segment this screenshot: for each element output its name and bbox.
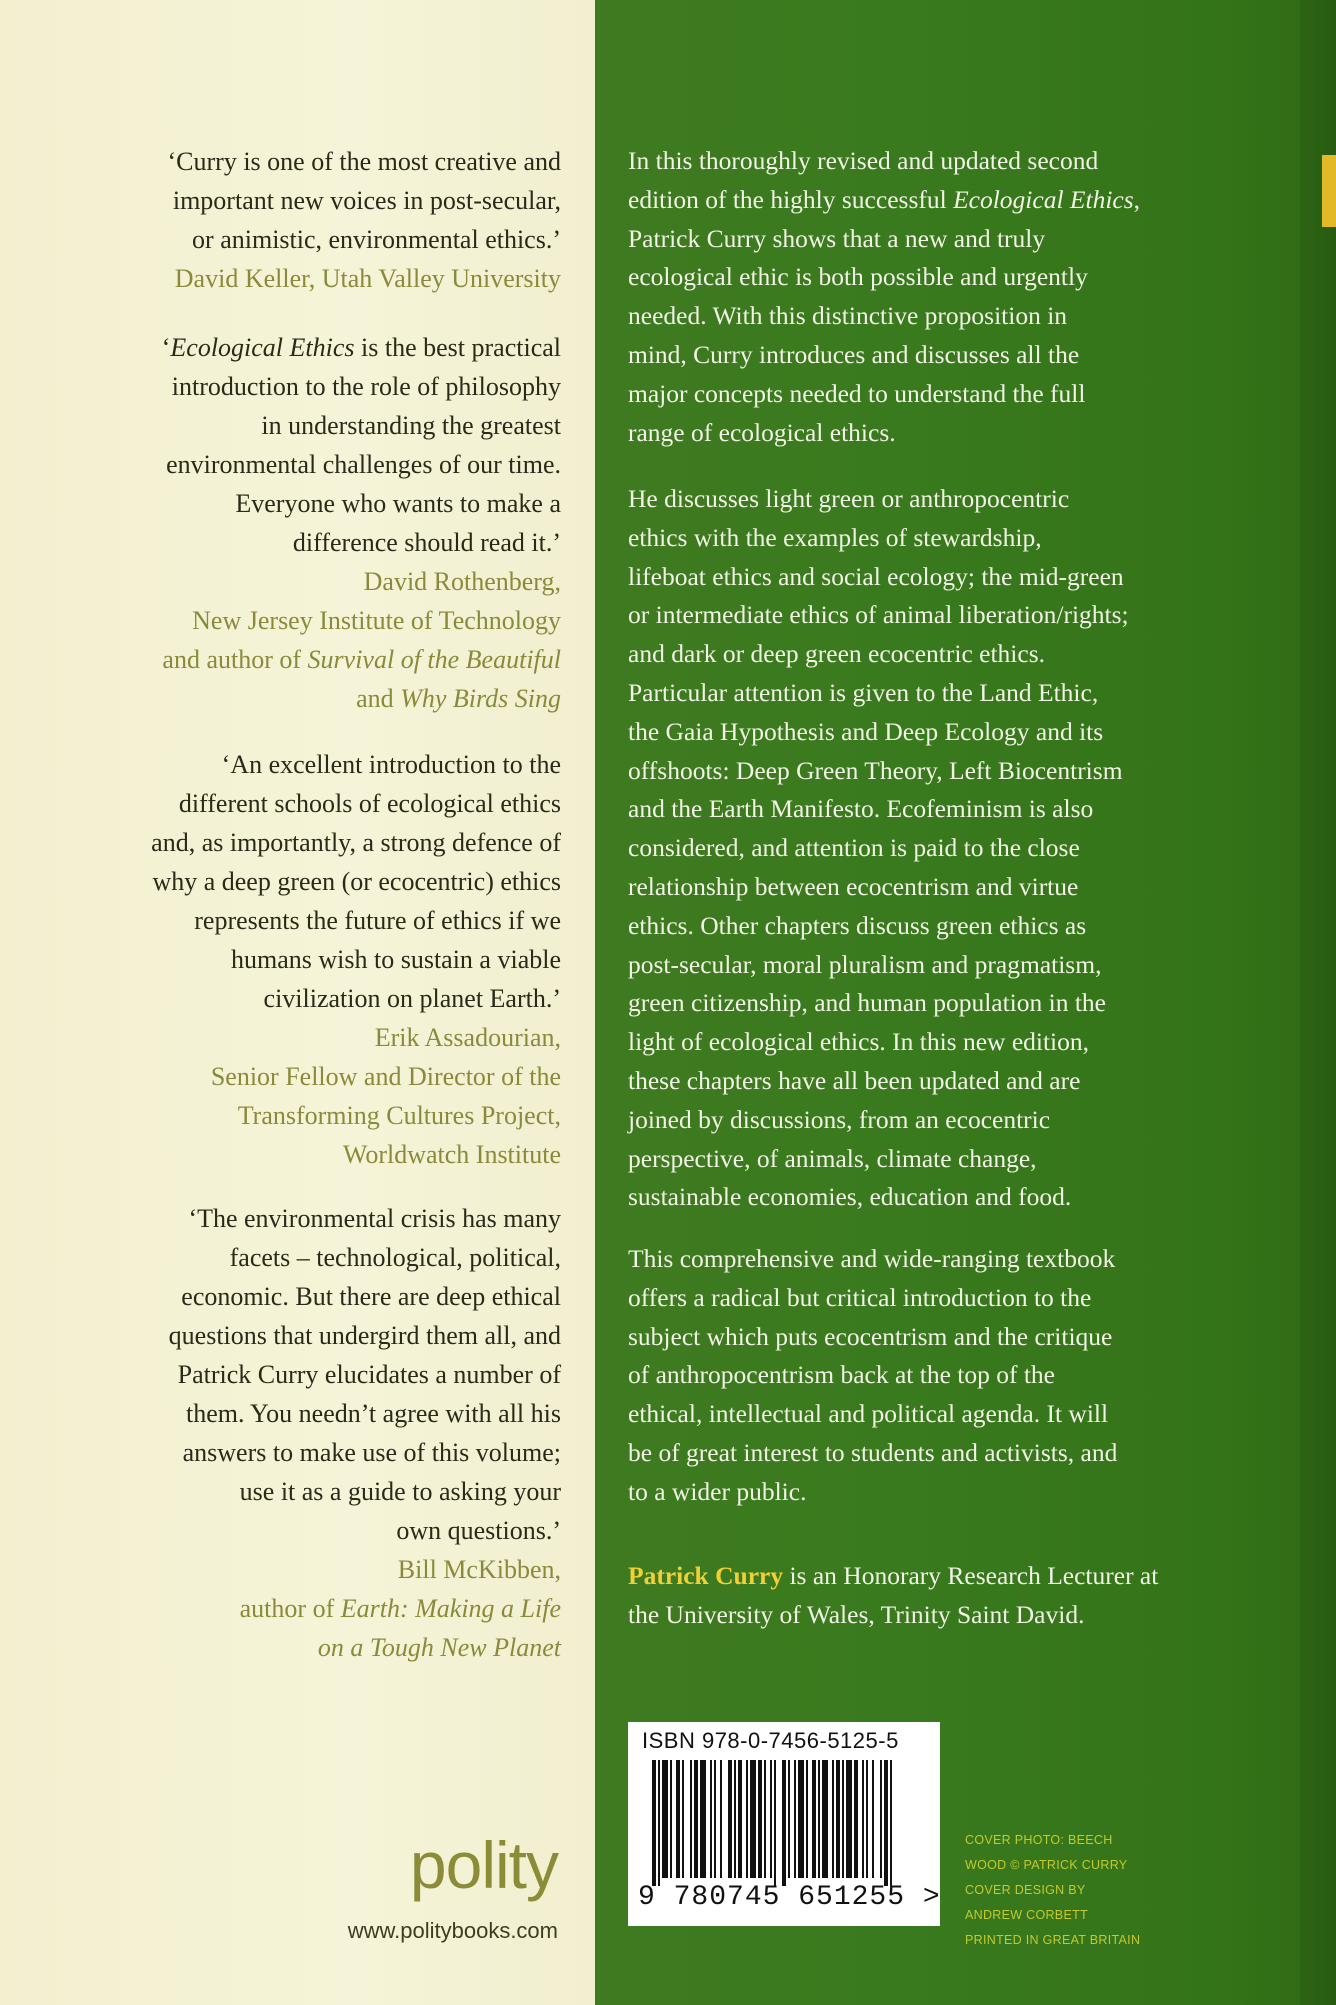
quote-line: them. You needn’t agree with all his	[185, 1399, 561, 1428]
description-paragraph-2	[628, 480, 1228, 1217]
quote-line: questions that undergird them all, and	[168, 1321, 561, 1350]
quote-attribution: David Keller, Utah Valley University	[174, 264, 561, 293]
quote-line: environmental challenges of our time.	[166, 450, 561, 479]
quote-line: civilization on planet Earth.’	[263, 984, 561, 1013]
description-line: ethics with the examples of stewardship,	[628, 522, 1042, 552]
quote-line: answers to make use of this volume;	[182, 1438, 561, 1467]
quote-line: different schools of ecological ethics	[178, 789, 561, 818]
quote-line: ‘Curry is one of the most creative and	[167, 147, 561, 176]
description-line: Patrick Curry shows that a new and truly	[628, 223, 1046, 253]
description-line: offers a radical but critical introduction to the	[628, 1282, 1092, 1312]
barcode-bar	[832, 1760, 834, 1878]
quote-line: humans wish to sustain a viable	[230, 945, 561, 974]
barcode-bar	[854, 1760, 858, 1878]
description-line: these chapters have all been updated and are	[628, 1065, 1081, 1095]
description-line: perspective, of animals, climate change,	[628, 1143, 1037, 1173]
description-line: Patrick Curry is an Honorary Research Lecturer at	[628, 1561, 1159, 1590]
spine-color-marker	[1322, 155, 1336, 227]
barcode-bar	[806, 1760, 808, 1878]
quote-line: Everyone who wants to make a	[235, 489, 561, 518]
barcode-bar	[782, 1760, 786, 1886]
quote-line: economic. But there are deep ethical	[181, 1282, 561, 1311]
endorsement-quote-assadourian	[41, 745, 561, 1174]
quote-line: introduction to the role of philosophy	[171, 372, 561, 401]
barcode-bar	[652, 1760, 656, 1886]
barcode-bar	[880, 1760, 882, 1878]
barcode-bar	[720, 1760, 722, 1878]
barcode-bar	[700, 1760, 706, 1878]
barcode-bar	[734, 1760, 736, 1878]
credit-line: ANDREW CORBETT	[965, 1908, 1088, 1922]
description-line: considered, and attention is paid to the close	[628, 833, 1080, 863]
description-line: ecological ethic is both possible and urgently	[628, 262, 1088, 292]
publisher-logo: polity	[409, 1828, 558, 1902]
description-line: mind, Curry introduces and discusses all the	[628, 339, 1080, 369]
description-paragraph-1	[628, 142, 1228, 452]
description-line: Particular attention is given to the Land Ethic,	[628, 677, 1099, 707]
quote-attribution: Transforming Cultures Project,	[237, 1101, 561, 1130]
endorsement-quote-mckibben	[41, 1199, 561, 1667]
barcode-bar	[658, 1760, 660, 1886]
barcode-bar	[788, 1760, 790, 1878]
description-line: or intermediate ethics of animal liberation/rights;	[628, 600, 1129, 630]
description-line: offshoots: Deep Green Theory, Left Biocentrism	[628, 755, 1123, 785]
quote-attribution: and Why Birds Sing	[356, 684, 561, 713]
description-line: be of great interest to students and activists, and	[628, 1437, 1118, 1467]
description-line: ethical, intellectual and political agenda. It will	[628, 1399, 1109, 1429]
quote-attribution: David Rothenberg,	[363, 567, 561, 596]
description-line: lifeboat ethics and social ecology; the mid-green	[628, 561, 1124, 591]
description-line: needed. With this distinctive proposition in	[628, 301, 1068, 331]
description-line: ethics. Other chapters discuss green ethics as	[628, 910, 1087, 940]
description-paragraph-3	[628, 1240, 1228, 1512]
quote-line: why a deep green (or ecocentric) ethics	[152, 867, 561, 896]
barcode-bar	[662, 1760, 668, 1878]
quote-attribution: Senior Fellow and Director of the	[210, 1062, 561, 1091]
barcode-bar	[676, 1760, 680, 1878]
quote-line: own questions.’	[396, 1516, 561, 1545]
barcode-bar	[812, 1760, 816, 1878]
description-line: to a wider public.	[628, 1476, 807, 1506]
barcode-bar	[694, 1760, 698, 1878]
barcode-bar	[690, 1760, 692, 1878]
barcode-bar	[862, 1760, 864, 1878]
barcode-bar	[758, 1760, 762, 1878]
quote-attribution: and author of Survival of the Beautiful	[162, 645, 561, 674]
barcode-bar	[728, 1760, 732, 1878]
barcode-bar	[774, 1760, 776, 1886]
description-line: light of ecological ethics. In this new edition,	[628, 1027, 1090, 1057]
barcode-bar	[872, 1760, 874, 1878]
quote-line: important new voices in post-secular,	[172, 186, 561, 215]
description-line: the Gaia Hypothesis and Deep Ecology and its	[628, 716, 1104, 746]
barcode-bar	[794, 1760, 796, 1878]
quote-line: facets – technological, political,	[229, 1243, 561, 1272]
credit-line: COVER PHOTO: BEECH	[965, 1833, 1113, 1847]
barcode-bar	[842, 1760, 844, 1878]
description-line: and dark or deep green ecocentric ethics.	[628, 639, 1045, 669]
description-line: joined by discussions, from an ecocentric	[628, 1104, 1051, 1134]
author-name: Patrick Curry	[628, 1561, 784, 1590]
barcode-bar	[714, 1760, 716, 1878]
cover-credits	[965, 1828, 1195, 1953]
description-line: In this thoroughly revised and updated second	[628, 146, 1099, 175]
book-title: Ecological Ethics	[170, 333, 355, 362]
quote-line: and, as importantly, a strong defence of	[151, 828, 561, 857]
description-line: of anthropocentrism back at the top of the	[628, 1360, 1055, 1390]
quote-attribution: Erik Assadourian,	[374, 1023, 561, 1052]
barcode-bar	[798, 1760, 804, 1878]
barcode-bar	[670, 1760, 672, 1878]
quote-line: or animistic, environmental ethics.’	[192, 225, 561, 254]
quote-line: in understanding the greatest	[261, 411, 561, 440]
credit-line: COVER DESIGN BY	[965, 1883, 1086, 1897]
isbn-barcode	[628, 1722, 940, 1926]
quote-attribution: New Jersey Institute of Technology	[192, 606, 561, 635]
barcode-bar	[866, 1760, 868, 1878]
credit-line: WOOD © PATRICK CURRY	[965, 1858, 1128, 1872]
barcode-bar	[710, 1760, 712, 1878]
endorsement-quote-keller	[41, 142, 561, 298]
description-line: edition of the highly successful Ecological Ethics,	[628, 184, 1141, 214]
description-line: post-secular, moral pluralism and pragmatism,	[628, 949, 1102, 979]
barcode-bar	[746, 1760, 748, 1878]
barcode-bar	[890, 1760, 892, 1886]
barcode-bar	[822, 1760, 828, 1878]
credit-line: PRINTED IN GREAT BRITAIN	[965, 1933, 1141, 1947]
barcode-bar	[884, 1760, 888, 1886]
quote-line: represents the future of ethics if we	[194, 906, 561, 935]
endorsement-quote-rothenberg	[41, 328, 561, 718]
description-line: major concepts needed to understand the full	[628, 378, 1086, 408]
barcode-bar	[764, 1760, 766, 1878]
quote-line: ‘Ecological Ethics is the best practical	[161, 333, 561, 362]
quote-line: ‘The environmental crisis has many	[188, 1204, 561, 1233]
quote-line: Patrick Curry elucidates a number of	[177, 1360, 561, 1389]
description-line: the University of Wales, Trinity Saint David.	[628, 1599, 1085, 1629]
spine-edge	[1300, 0, 1336, 2005]
quote-attribution: Bill McKibben,	[397, 1555, 561, 1584]
barcode-bar	[846, 1760, 852, 1878]
barcode-bar	[770, 1760, 772, 1878]
description-line: green citizenship, and human population in the	[628, 988, 1107, 1018]
publisher-website: www.politybooks.com	[347, 1918, 558, 1943]
book-title: Ecological Ethics	[953, 184, 1134, 214]
barcode-bar	[750, 1760, 756, 1878]
quote-line: difference should read it.’	[292, 528, 561, 557]
isbn-label: ISBN 978-0-7456-5125-5	[642, 1728, 899, 1753]
description-line: subject which puts ecocentrism and the critique	[628, 1321, 1113, 1351]
author-bio	[628, 1557, 1228, 1635]
quote-line: ‘An excellent introduction to the	[221, 750, 561, 779]
quote-attribution: Worldwatch Institute	[342, 1140, 561, 1169]
quote-attribution: author of Earth: Making a Life	[239, 1594, 561, 1623]
description-line: range of ecological ethics.	[628, 417, 896, 447]
barcode-bar	[738, 1760, 742, 1878]
barcode-bar	[682, 1760, 684, 1878]
description-line: and the Earth Manifesto. Ecofeminism is also	[628, 794, 1094, 824]
barcode-bar	[836, 1760, 840, 1878]
description-line: sustainable economies, education and food.	[628, 1182, 1072, 1212]
description-line: This comprehensive and wide-ranging textbook	[628, 1244, 1116, 1273]
quote-attribution: on a Tough New Planet	[317, 1633, 561, 1662]
quote-line: use it as a guide to asking your	[239, 1477, 561, 1506]
barcode-bars	[628, 1756, 940, 1886]
barcode-digits: 9 780745 651255 >	[638, 1882, 941, 1913]
description-line: relationship between ecocentrism and virtue	[628, 871, 1079, 901]
description-line: He discusses light green or anthropocentric	[628, 484, 1070, 513]
barcode-bar	[818, 1760, 820, 1878]
